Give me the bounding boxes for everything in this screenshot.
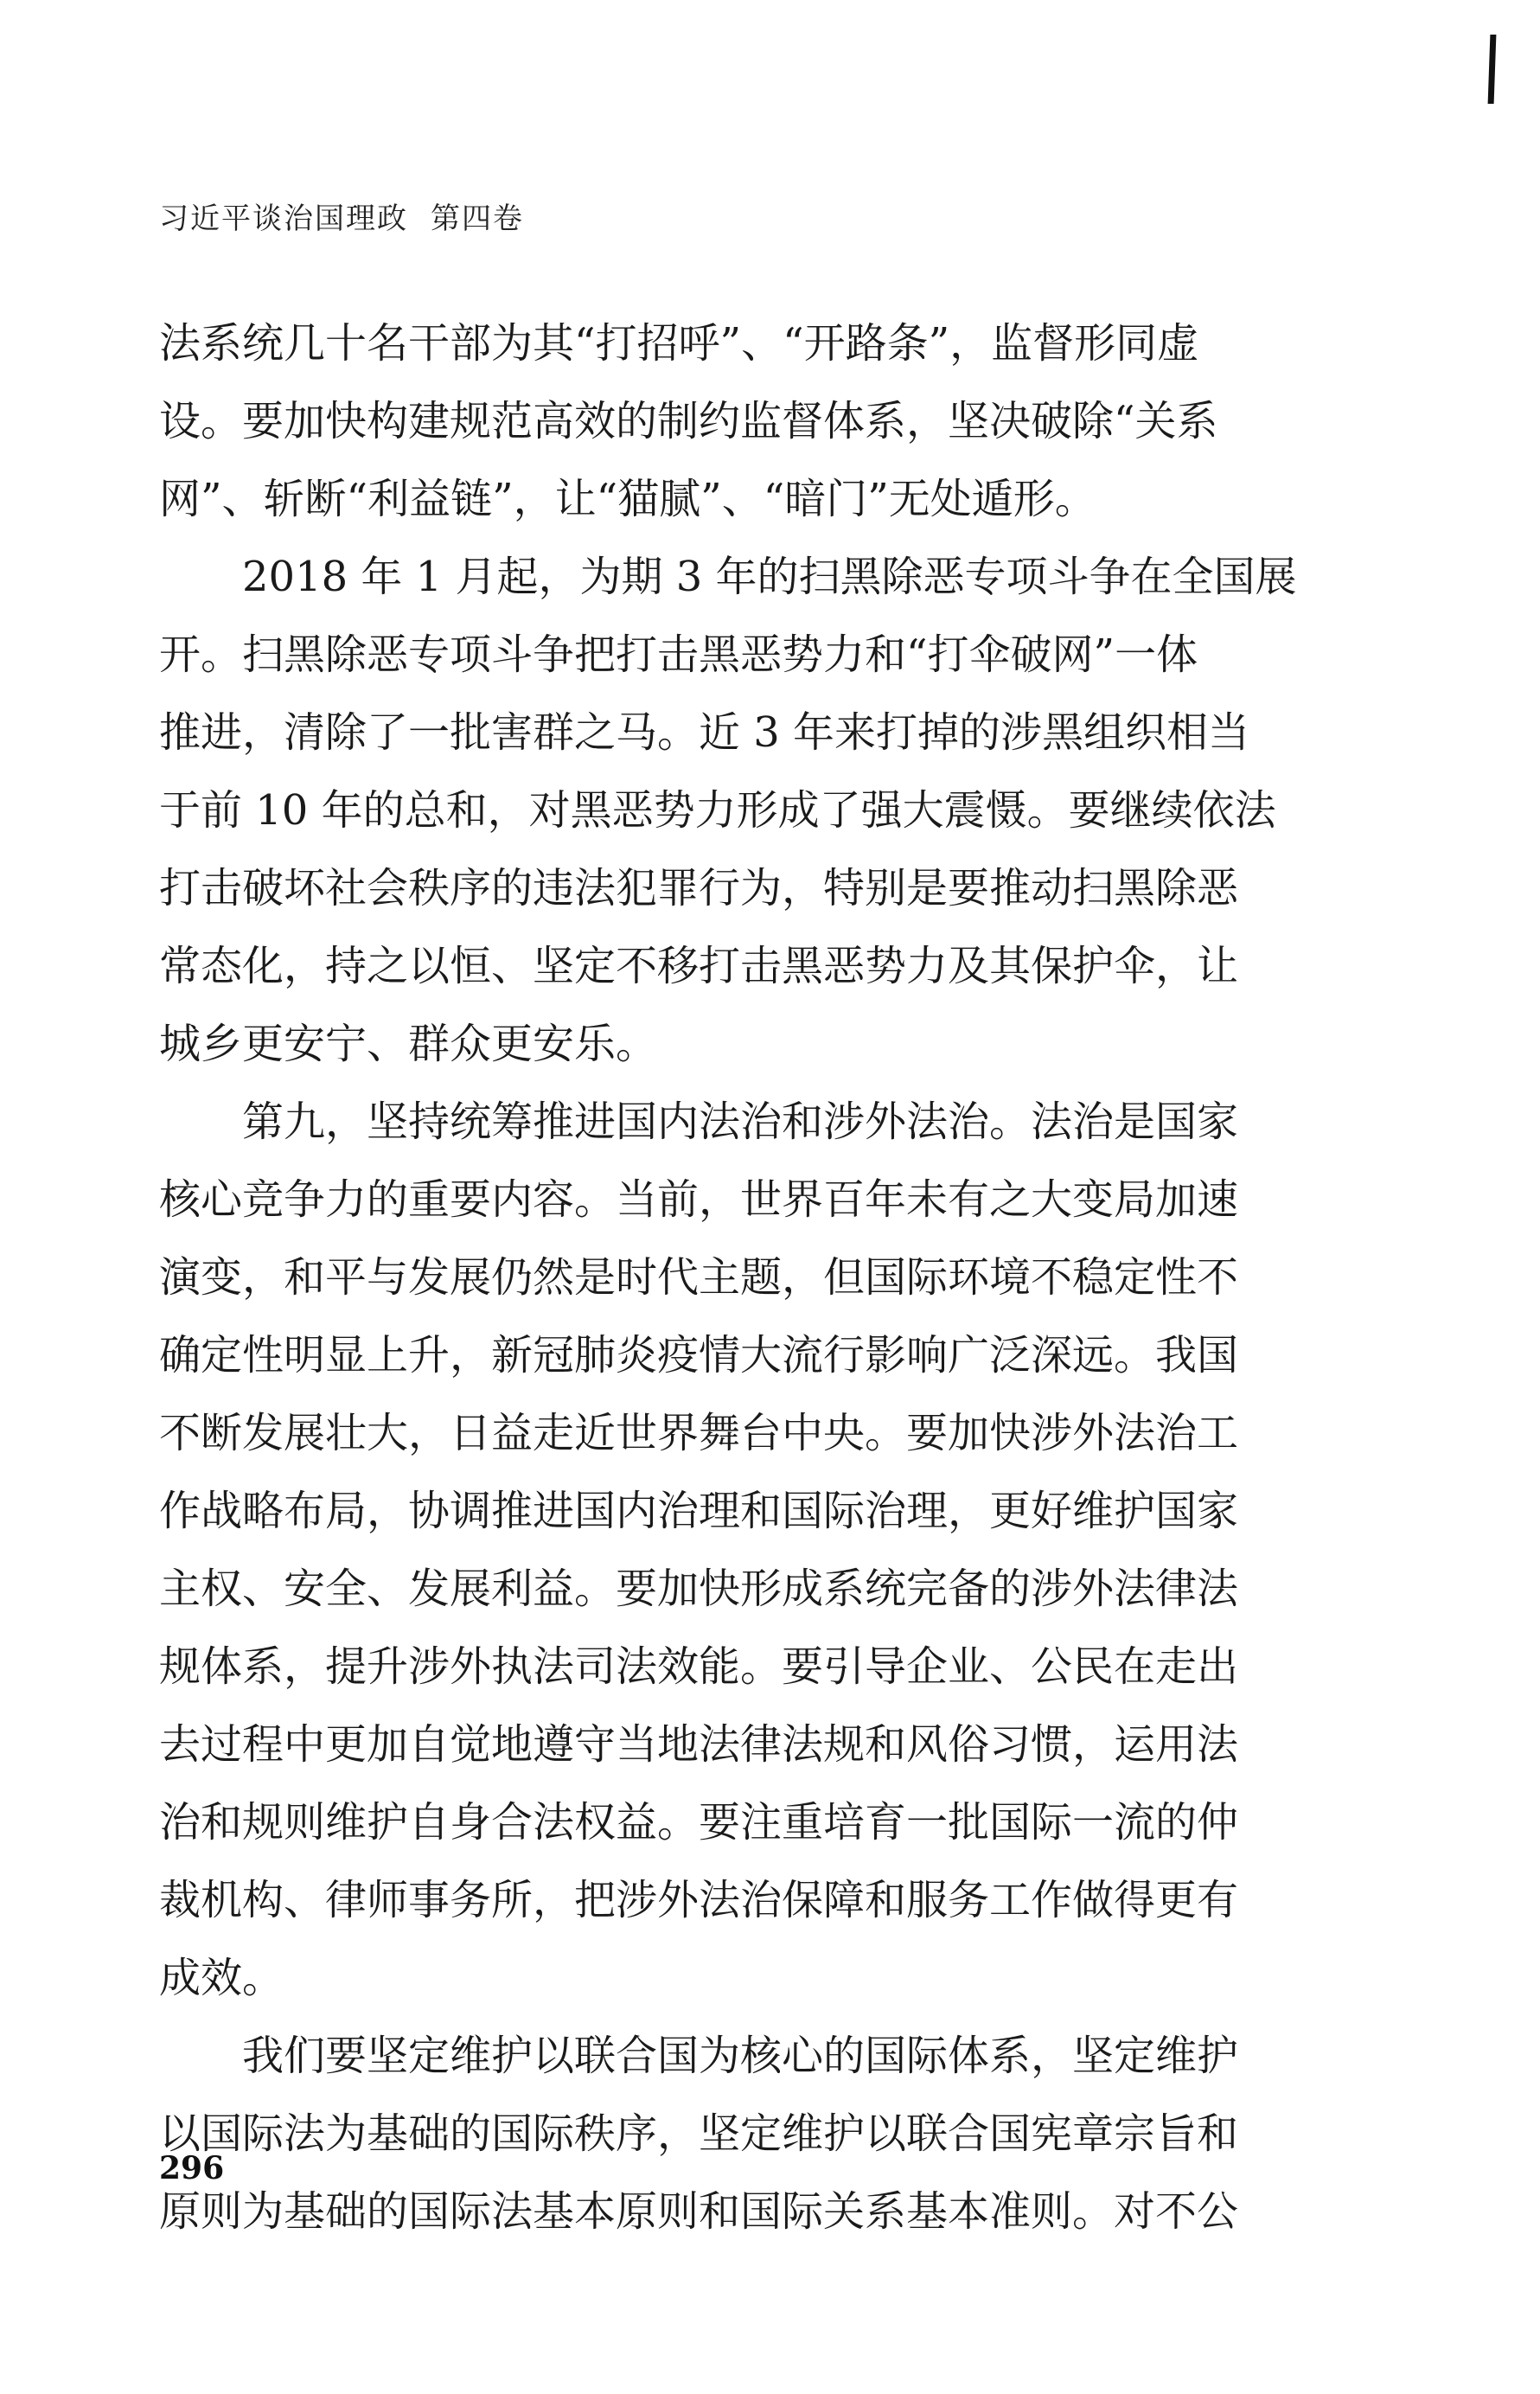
text-line: 城乡更安宁、群众更安乐。: [159, 1020, 658, 1068]
text-line: 法系统几十名干部为其“打招呼”、“开路条”，监督形同虚: [159, 319, 1199, 368]
text-line: 第九，坚持统筹推进国内法治和涉外法治。法治是国家: [159, 1098, 1239, 1146]
text-line: 以国际法为基础的国际秩序，坚定维护以联合国宪章宗旨和: [159, 2109, 1239, 2158]
text-line: 打击破坏社会秩序的违法犯罪行为，特别是要推动扫黑除恶: [159, 864, 1239, 912]
text-line: 2018 年 1 月起，为期 3 年的扫黑除恶专项斗争在全国展: [159, 553, 1297, 601]
text-line: 裁机构、律师事务所，把涉外法治保障和服务工作做得更有: [159, 1876, 1239, 1924]
text-line: 成效。: [159, 1954, 284, 2002]
text-line: 作战略布局，协调推进国内治理和国际治理，更好维护国家: [159, 1487, 1239, 1535]
text-line: 开。扫黑除恶专项斗争把打击黑恶势力和“打伞破网”一体: [159, 631, 1198, 679]
text-line: 不断发展壮大，日益走近世界舞台中央。要加快涉外法治工: [159, 1409, 1239, 1457]
text-line: 设。要加快构建规范高效的制约监督体系，坚决破除“关系: [159, 397, 1218, 445]
book-title: 习近平谈治国理政: [159, 202, 408, 236]
page-number: 296: [159, 2150, 225, 2186]
text-line: 网”、斩断“利益链”，让“猫腻”、“暗门”无处遁形。: [159, 475, 1096, 523]
page-edge-mark: [1488, 35, 1497, 104]
body-text: [159, 304, 1323, 2250]
text-line: 核心竞争力的重要内容。当前，世界百年未有之大变局加速: [159, 1175, 1239, 1224]
text-line: 于前 10 年的总和，对黑恶势力形成了强大震慑。要继续依法: [159, 786, 1276, 835]
text-line: 去过程中更加自觉地遵守当地法律法规和风俗习惯，运用法: [159, 1720, 1239, 1769]
running-header: [159, 199, 524, 239]
text-line: 推进，清除了一批害群之马。近 3 年来打掉的涉黑组织相当: [159, 708, 1250, 757]
text-line: 常态化，持之以恒、坚定不移打击黑恶势力及其保护伞，让: [159, 942, 1239, 990]
text-line: 治和规则维护自身合法权益。要注重培育一批国际一流的仲: [159, 1798, 1239, 1847]
text-line: 演变，和平与发展仍然是时代主题，但国际环境不稳定性不: [159, 1253, 1239, 1302]
text-line: 规体系，提升涉外执法司法效能。要引导企业、公民在走出: [159, 1642, 1239, 1691]
text-line: 主权、安全、发展利益。要加快形成系统完备的涉外法律法: [159, 1565, 1239, 1613]
text-line: 原则为基础的国际法基本原则和国际关系基本准则。对不公: [159, 2187, 1239, 2236]
text-line: 确定性明显上升，新冠肺炎疫情大流行影响广泛深远。我国: [159, 1331, 1239, 1379]
text-line: 我们要坚定维护以联合国为核心的国际体系，坚定维护: [159, 2032, 1239, 2080]
volume-label: 第四卷: [431, 202, 524, 236]
